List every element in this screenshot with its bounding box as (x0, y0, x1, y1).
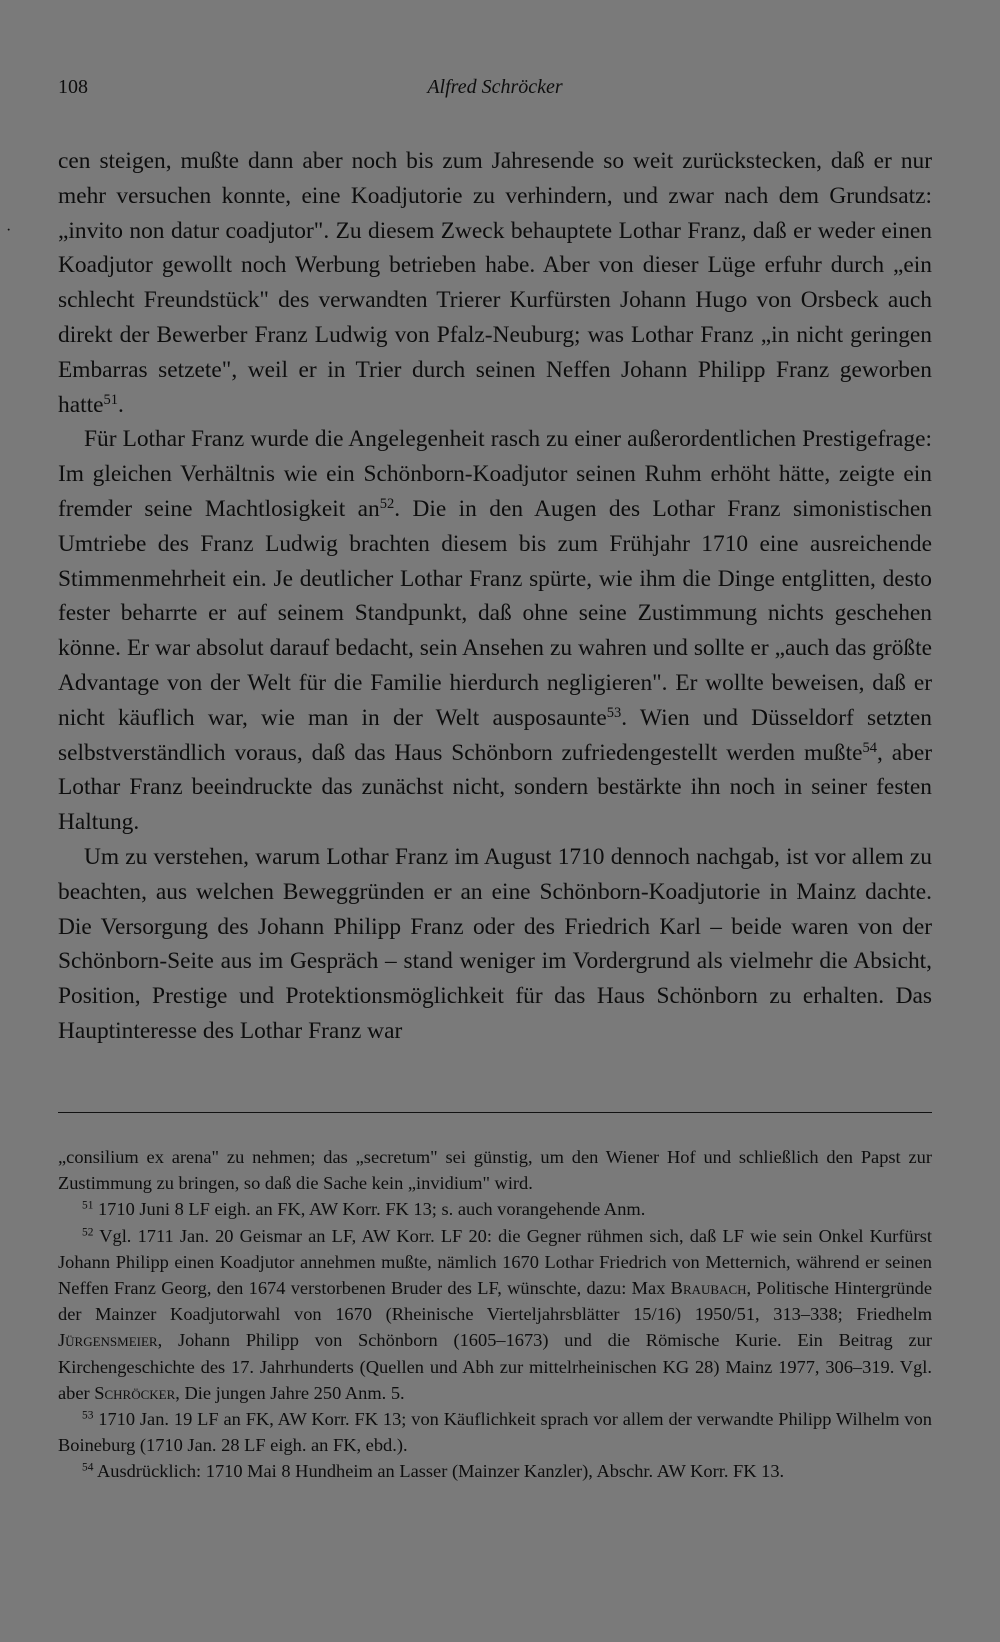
paragraph-1 (58, 144, 932, 422)
footnote-ref-53[interactable]: 53 (606, 704, 622, 721)
margin-mark: · (6, 222, 12, 239)
main-text (58, 144, 932, 1049)
footnote-53 (58, 1406, 932, 1458)
page-number: 108 (58, 76, 88, 98)
footnote-52-part-b: , Politische Hintergründe der Mainzer Koadjutorwahl von 1670 (Rheinische Vierteljahrsblätter 15/16) 1950/51, 313–338; Friedhelm (58, 1278, 932, 1325)
paragraph-1-tail: . (117, 391, 124, 418)
paragraph-1-text: cen steigen, mußte dann aber noch bis zum Jahresende so weit zurückstecken, daß er nur mehr versuchen konnte, eine Koadjutorie zu verhindern, und zwar nach dem Grundsatz: „invito non datur coadjutor". Zu diesem Zweck behauptete Lothar Franz, daß er weder einen Koadjutor gewollt noch Werbung betrieben habe. Aber von dieser Lüge erfuhr durch „ein schlecht Freundstück" des verwandten Trierer Kurfürsten Johann Hugo von Orsbeck auch direkt der Bewerber Franz Ludwig von Pfalz-Neuburg; was Lothar Franz „in nicht geringen Embarras setzete", weil er in Trier durch seinen Neffen Johann Philipp Franz geworben hatte (58, 148, 932, 418)
author-juergensmeier: Jürgensmeier (58, 1330, 158, 1351)
paragraph-2-part-c: . Wien und Düsseldorf setzten selbstverständlich voraus, daß das Haus Schönborn zufriedengestellt werden mußte (58, 704, 932, 766)
footnote-separator (58, 1112, 932, 1113)
paragraph-2-part-a: Für Lothar Franz wurde die Angelegenheit rasch zu einer außerordentlichen Prestigefrage: Im gleichen Verhältnis wie ein Schönborn-Koadjutor seinen Ruhm erhöht hätte, zeigte ein fremder seine Machtlosigkeit an (58, 426, 932, 522)
footnote-number-52: 52 (82, 1226, 94, 1239)
paragraph-2-part-b: . Die in den Augen des Lothar Franz simonistischen Umtriebe des Franz Ludwig brachten diesem bis zum Frühjahr 1710 eine ausreichende Stimmenmehrheit ein. Je deutlicher Lothar Franz spürte, wie ihm die Dinge entglitten, desto fester beharrte er auf seinem Standpunkt, daß ohne seine Zustimmung nichts geschehen könne. Er war absolut darauf bedacht, sein Ansehen zu wahren und sollte er „auch das größte Advantage von der Welt für die Familie hierdurch negligieren". Er wollte beweisen, daß er nicht käuflich war, wie man in der Welt ausposaunte (58, 495, 932, 731)
author-schroecker: Schröcker (94, 1382, 176, 1403)
footnote-ref-51[interactable]: 51 (103, 391, 118, 408)
footnotes (58, 1144, 932, 1485)
footnote-54 (58, 1458, 932, 1484)
paragraph-2-part-d: , aber Lothar Franz beeindruckte das zunächst nicht, sondern bestärkte ihn noch in seiner festen Haltung. (58, 739, 932, 836)
paragraph-3: Um zu verstehen, warum Lothar Franz im August 1710 dennoch nachgab, ist vor allem zu beachten, aus welchen Beweggründen er an eine Schönborn-Koadjutorie in Mainz dachte. Die Versorgung des Johann Philipp Franz oder des Friedrich Karl – beide waren von der Schönborn-Seite aus im Gespräch – stand weniger im Vordergrund als vielmehr die Absicht, Position, Prestige und Protektionsmöglichkeit für das Haus Schönborn zu erhalten. Das Hauptinteresse des Lothar Franz war (58, 843, 932, 1044)
footnote-52 (58, 1223, 932, 1406)
footnote-52-part-d: , Die jungen Jahre 250 Anm. 5. (175, 1382, 405, 1403)
footnote-52-part-c: , Johann Philipp von Schönborn (1605–1673) und die Römische Kurie. Ein Beitrag zur Kirchengeschichte des 17. Jahrhunderts (Quellen und Abh zur mittelrheinischen KG 28) Mainz 1977, 306–319. Vgl. aber (58, 1330, 932, 1403)
footnote-51 (58, 1196, 932, 1222)
paragraph-2 (58, 422, 932, 840)
footnote-54-text: Ausdrücklich: 1710 Mai 8 Hundheim an Lasser (Mainzer Kanzler), Abschr. AW Korr. FK 13. (93, 1461, 785, 1482)
footnote-ref-52[interactable]: 52 (379, 496, 395, 512)
footnote-number-51: 51 (82, 1200, 94, 1213)
footnote-51-text: 1710 Juni 8 LF eigh. an FK, AW Korr. FK 13; s. auch vorangehende Anm. (93, 1199, 646, 1220)
author-braubach: Braubach (670, 1278, 747, 1299)
footnote-53-text: 1710 Jan. 19 LF an FK, AW Korr. FK 13; von Käuflichkeit sprach vor allem der verwandte Philipp Wilhelm von Boineburg (1710 Jan. 28 LF eigh. an FK, ebd.). (58, 1409, 932, 1456)
footnote-number-53: 53 (82, 1409, 94, 1422)
footnote-number-54: 54 (82, 1462, 94, 1475)
footnote-52-part-a: Vgl. 1711 Jan. 20 Geismar an LF, AW Korr. LF 20: die Gegner rühmen sich, daß LF wie sein Onkel Kurfürst Johann Philipp einen Koadjutor annehmen mußte, nämlich 1670 Lothar Friedrich von Metternich, während er seinen Neffen Franz Georg, den 1674 verstorbenen Bruder des LF, wünschte, dazu: Max (58, 1225, 932, 1299)
running-title: Alfred Schröcker (427, 76, 563, 98)
footnote-continuation: „consilium ex arena" zu nehmen; das „secretum" sei günstig, um den Wiener Hof und schließlich den Papst zur Zustimmung zu bringen, so daß die Sache kein „invidium" wird. (58, 1147, 932, 1194)
page-header (58, 76, 932, 110)
footnote-ref-54[interactable]: 54 (862, 739, 877, 756)
